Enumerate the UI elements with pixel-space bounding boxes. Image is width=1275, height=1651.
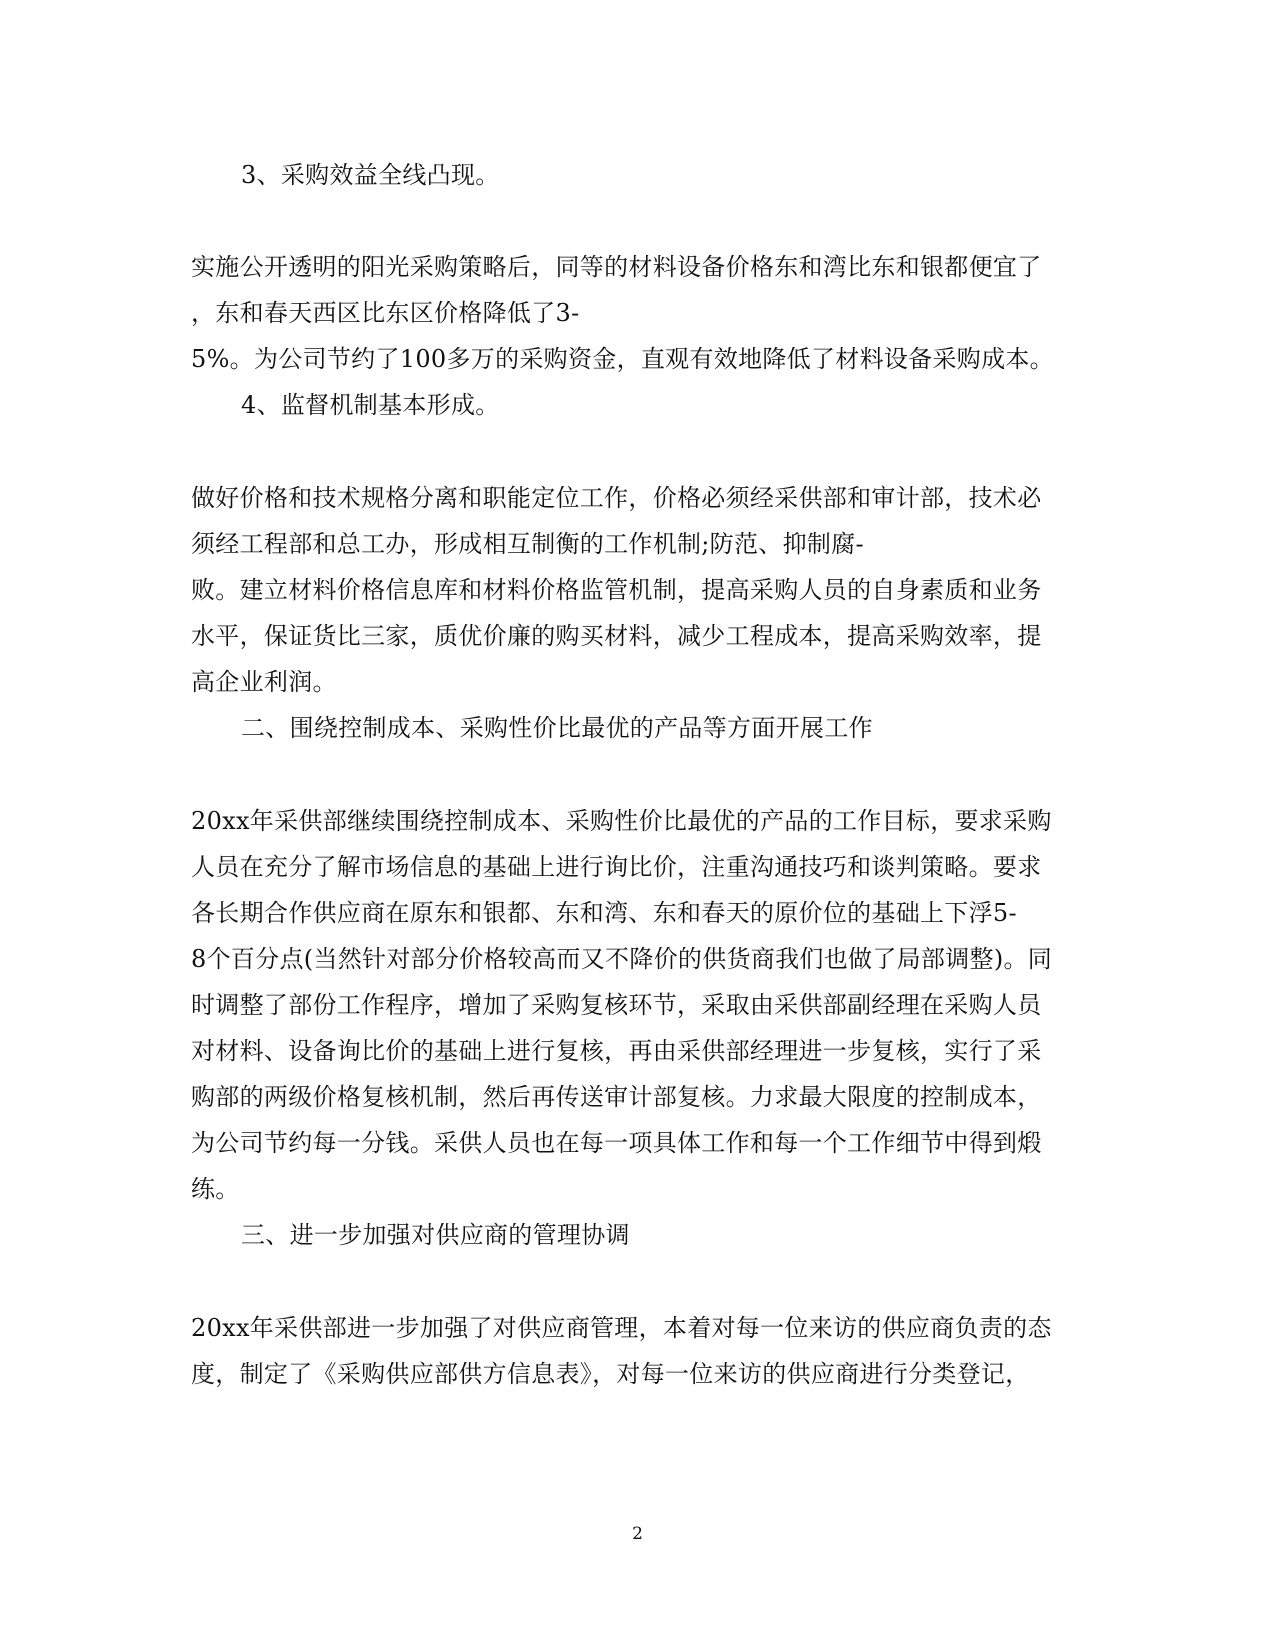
paragraph-line: 购部的两级价格复核机制，然后再传送审计部复核。力求最大限度的控制成本， [191, 1083, 1042, 1111]
subheading-3: 3、采购效益全线凸现。 [241, 161, 500, 189]
paragraph-line: 20xx年采供部进一步加强了对供应商管理，本着对每一位来访的供应商负责的态 [191, 1314, 1052, 1342]
paragraph-line: 度，制定了《采购供应部供方信息表》，对每一位来访的供应商进行分类登记， [191, 1360, 1030, 1388]
paragraph-line: 5%。为公司节约了100多万的采购资金，直观有效地降低了材料设备采购成本。 [191, 345, 1054, 373]
paragraph-line: 20xx年采供部继续围绕控制成本、采购性价比最优的产品的工作目标，要求采购 [191, 807, 1052, 835]
section-heading-2: 二、围绕控制成本、采购性价比最优的产品等方面开展工作 [241, 714, 873, 742]
paragraph-line: 各长期合作供应商在原东和银都、东和湾、东和春天的原价位的基础上下浮5- [191, 899, 1017, 927]
section-heading-3: 三、进一步加强对供应商的管理协调 [241, 1221, 630, 1249]
subheading-4: 4、监督机制基本形成。 [241, 391, 500, 419]
paragraph-line: ，东和春天西区比东区价格降低了3- [191, 299, 580, 327]
paragraph-line: 8个百分点(当然针对部分价格较高而又不降价的供货商我们也做了局部调整)。同 [191, 945, 1053, 973]
paragraph-line: 为公司节约每一分钱。采供人员也在每一项具体工作和每一个工作细节中得到煅 [191, 1129, 1042, 1157]
paragraph-line: 败。建立材料价格信息库和材料价格监管机制，提高采购人员的自身素质和业务 [191, 576, 1042, 604]
paragraph-line: 对材料、设备询比价的基础上进行复核，再由采供部经理进一步复核，实行了采 [191, 1037, 1042, 1065]
paragraph-line: 时调整了部份工作程序，增加了采购复核环节，采取由采供部副经理在采购人员 [191, 991, 1042, 1019]
paragraph-line: 人员在充分了解市场信息的基础上进行询比价，注重沟通技巧和谈判策略。要求 [191, 853, 1042, 881]
paragraph-line: 实施公开透明的阳光采购策略后，同等的材料设备价格东和湾比东和银都便宜了 [191, 253, 1042, 281]
paragraph-line: 做好价格和技术规格分离和职能定位工作，价格必须经采供部和审计部，技术必 [191, 484, 1042, 512]
page-number: 2 [632, 1524, 643, 1544]
paragraph-line: 练。 [191, 1175, 240, 1203]
paragraph-line: 水平，保证货比三家，质优价廉的购买材料，减少工程成本，提高采购效率，提 [191, 622, 1042, 650]
paragraph-line: 须经工程部和总工办，形成相互制衡的工作机制;防范、抑制腐- [191, 530, 864, 558]
paragraph-line: 高企业利润。 [191, 668, 337, 696]
